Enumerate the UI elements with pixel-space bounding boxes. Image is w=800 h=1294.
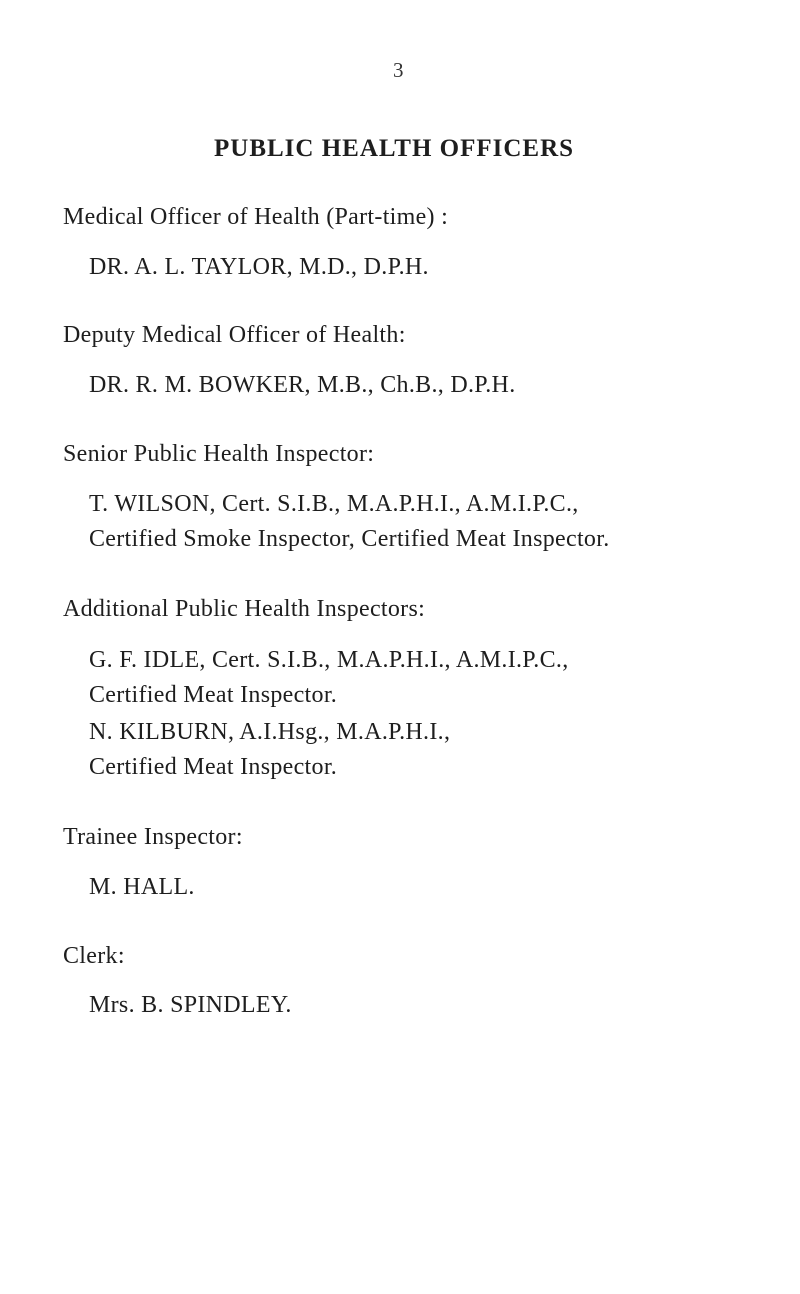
deputy-medical-officer-name: DR. R. M. BOWKER, M.B., Ch.B., D.P.H. [89, 372, 516, 398]
section-heading-additional-inspectors: Additional Public Health Inspectors: [63, 596, 426, 622]
section-heading-deputy-medical-officer: Deputy Medical Officer of Health: [63, 322, 406, 348]
section-heading-medical-officer: Medical Officer of Health (Part-time) : [63, 204, 449, 230]
senior-inspector-certifications: Certified Smoke Inspector, Certified Meat Inspector. [89, 526, 610, 552]
additional-inspector-2-certification: Certified Meat Inspector. [89, 754, 338, 780]
medical-officer-name: DR. A. L. TAYLOR, M.D., D.P.H. [89, 254, 429, 280]
additional-inspector-2-name: N. KILBURN, A.I.Hsg., M.A.P.H.I., [89, 719, 451, 745]
section-heading-trainee-inspector: Trainee Inspector: [63, 824, 243, 850]
senior-inspector-name: T. WILSON, Cert. S.I.B., M.A.P.H.I., A.M.I.P.C., [89, 491, 579, 517]
additional-inspector-1-certification: Certified Meat Inspector. [89, 682, 338, 708]
clerk-name: Mrs. B. SPINDLEY. [89, 992, 292, 1018]
section-heading-clerk: Clerk: [63, 943, 125, 969]
page-title: PUBLIC HEALTH OFFICERS [214, 135, 575, 162]
trainee-inspector-name: M. HALL. [89, 874, 195, 900]
additional-inspector-1-name: G. F. IDLE, Cert. S.I.B., M.A.P.H.I., A.M.I.P.C., [89, 647, 569, 673]
section-heading-senior-inspector: Senior Public Health Inspector: [63, 441, 375, 467]
page-number: 3 [393, 58, 404, 82]
